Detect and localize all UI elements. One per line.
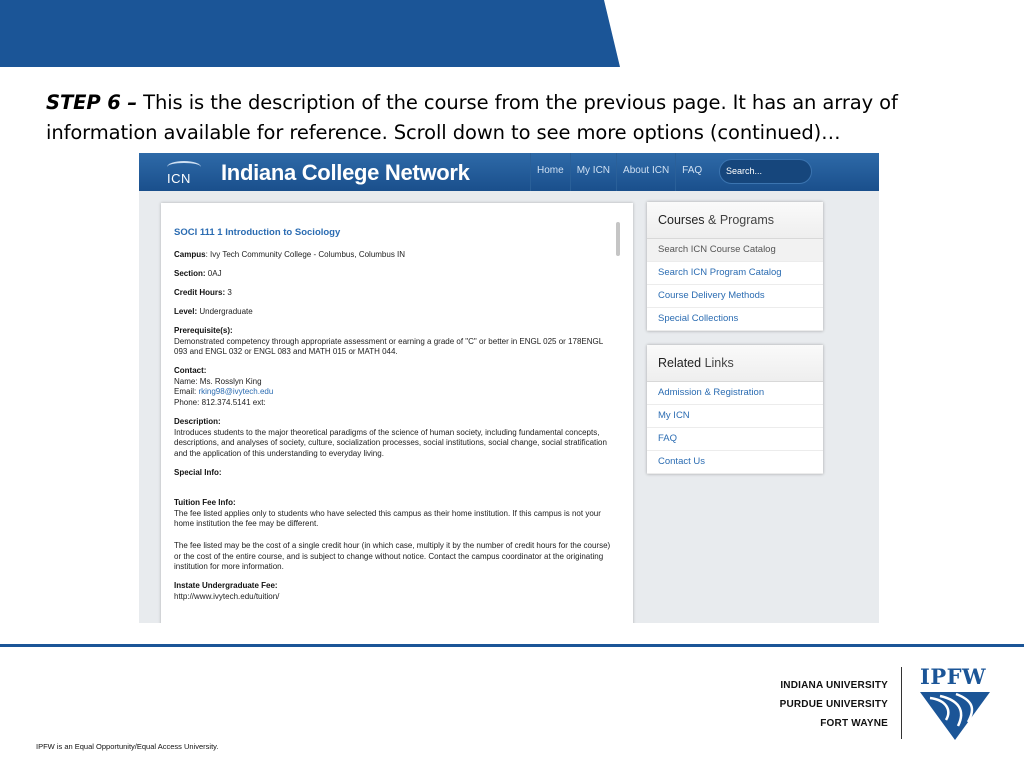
special-info-field (174, 468, 614, 479)
equal-opportunity-note: IPFW is an Equal Opportunity/Equal Access University. (36, 742, 219, 751)
step-label: STEP 6 – (46, 91, 138, 114)
search-input[interactable]: Search... (719, 159, 812, 184)
link-special-collections[interactable]: Special Collections (647, 308, 823, 331)
related-heading-strong: Related (658, 356, 702, 370)
link-contact-us[interactable]: Contact Us (647, 451, 823, 474)
related-links-box (647, 345, 823, 474)
level-value: Undergraduate (199, 307, 253, 316)
link-admission-registration[interactable]: Admission & Registration (647, 382, 823, 405)
ipfw-logo-text: IPFW (920, 664, 987, 689)
special-info-label: Special Info: (174, 468, 222, 477)
university-line-3: FORT WAYNE (820, 718, 888, 729)
prereq-label: Prerequisite(s): (174, 326, 233, 335)
footer-rule (0, 644, 1024, 647)
level-field (174, 307, 614, 318)
tuition-field (174, 498, 614, 530)
level-label: Level: (174, 307, 198, 316)
top-banner (0, 0, 620, 67)
nav-home[interactable]: Home (530, 153, 570, 191)
site-header (139, 153, 879, 191)
prerequisite-field (174, 326, 614, 358)
tuition-text-1: The fee listed applies only to students who have selected this campus as their home institution. If this campus is not your home institution the fee may be different. (174, 508, 601, 528)
tuition-text-2: The fee listed may be the cost of a single credit hour (in which case, multiply it by the number of credit hours for the course) or the cost of the entire course, and is subject to change without notice. Contact the campus coordinator at the originating institution for more information. (174, 541, 611, 571)
credit-label: Credit Hours: (174, 288, 226, 297)
logo-text: ICN (167, 171, 191, 186)
contact-email-link[interactable]: rking98@ivytech.edu (198, 387, 274, 396)
courses-programs-heading (647, 202, 823, 239)
icn-logo[interactable] (163, 159, 207, 187)
slide-caption (46, 88, 986, 148)
nav-my-icn[interactable]: My ICN (570, 153, 616, 191)
tuition-label: Tuition Fee Info: (174, 498, 236, 507)
logo-divider (901, 667, 902, 739)
campus-field: Campus: Ivy Tech Community College - Columbus, Columbus IN (174, 250, 406, 259)
link-faq[interactable]: FAQ (647, 428, 823, 451)
contact-email-label: Email: (174, 387, 197, 396)
site-brand[interactable]: Indiana College Network (221, 160, 470, 185)
section-value: 0AJ (207, 269, 222, 278)
prereq-text: Demonstrated competency through appropriate assessment or earning a grade of "C" or better in ENGL 025 or 178ENGL 093 and ENGL 032 or ENGL 083 and MATH 015 or MATH 044. (174, 336, 603, 356)
description-text: Introduces students to the major theoretical paradigms of the science of human society, including fundamental concepts, descriptions, and analyses of society, culture, socialization processes, social institutions, social change, social stratification and the application of this understanding to everyday living. (174, 427, 607, 458)
university-line-1: INDIANA UNIVERSITY (780, 680, 888, 691)
instate-url[interactable]: http://www.ivytech.edu/tuition/ (174, 591, 280, 601)
credit-hours-field (174, 288, 614, 299)
courses-heading-rest: & Programs (708, 213, 775, 227)
top-nav (530, 153, 708, 191)
section-field (174, 269, 614, 280)
course-title: SOCI 111 1 Introduction to Sociology (174, 227, 341, 238)
description-field (174, 417, 614, 459)
caption-text: This is the description of the course from the previous page. It has an array of information available for reference. Scroll down to see more options (continued)… (46, 91, 898, 144)
scrollbar-thumb[interactable] (616, 222, 620, 256)
university-line-2: PURDUE UNIVERSITY (779, 699, 888, 710)
courses-heading-strong: Courses (658, 213, 705, 227)
section-label: Section: (174, 269, 206, 278)
contact-label: Contact: (174, 366, 207, 375)
link-search-course-catalog[interactable]: Search ICN Course Catalog (647, 239, 823, 262)
link-course-delivery-methods[interactable]: Course Delivery Methods (647, 285, 823, 308)
campus-value: Ivy Tech Community College - Columbus, Columbus IN (210, 250, 406, 259)
website-screenshot (139, 153, 879, 623)
description-label: Description: (174, 417, 221, 426)
nav-about-icn[interactable]: About ICN (616, 153, 675, 191)
tuition-note (174, 541, 614, 573)
instate-label: Instate Undergraduate Fee: (174, 581, 278, 590)
instate-fee-field (174, 581, 614, 602)
link-my-icn[interactable]: My ICN (647, 405, 823, 428)
related-links-heading (647, 345, 823, 382)
contact-field (174, 366, 614, 408)
related-heading-rest: Links (704, 356, 734, 370)
university-name (760, 676, 888, 733)
link-search-program-catalog[interactable]: Search ICN Program Catalog (647, 262, 823, 285)
contact-name: Name: Ms. Rosslyn King (174, 376, 262, 386)
campus-label: Campus (174, 250, 206, 259)
courses-programs-box (647, 202, 823, 331)
contact-phone: Phone: 812.374.5141 ext: (174, 397, 266, 407)
nav-faq[interactable]: FAQ (675, 153, 708, 191)
ipfw-shield-icon (916, 664, 996, 744)
credit-value: 3 (227, 288, 232, 297)
ipfw-logo (916, 664, 996, 744)
